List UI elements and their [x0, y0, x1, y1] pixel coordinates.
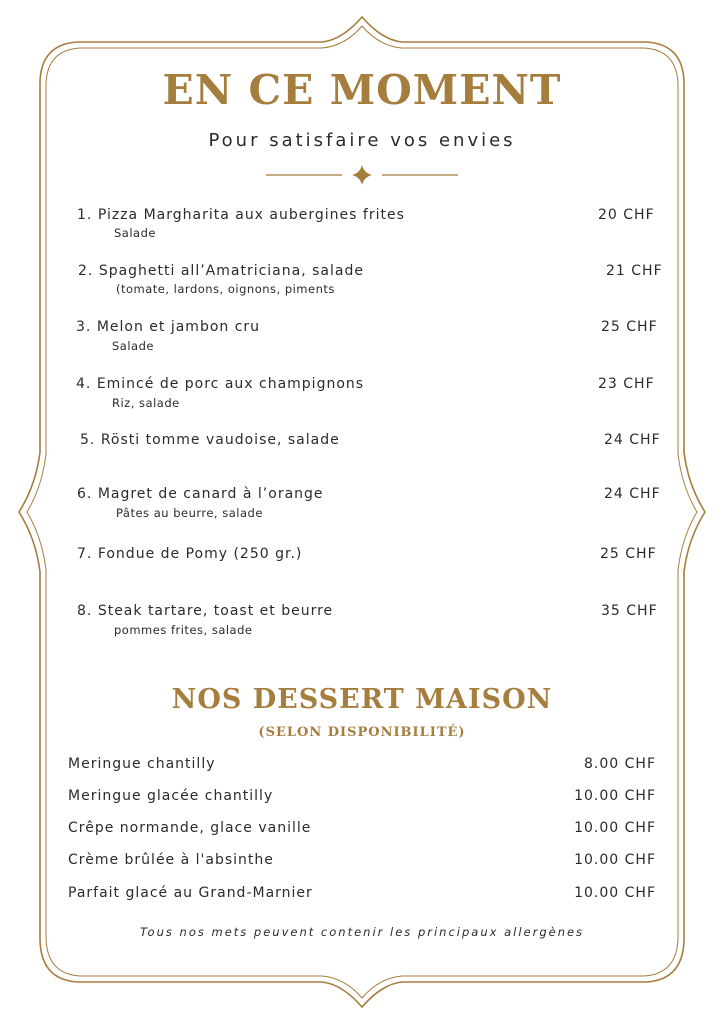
dessert-price: 10.00 CHF — [574, 788, 656, 804]
dessert-price: 10.00 CHF — [574, 852, 656, 868]
ornament-divider — [262, 163, 462, 187]
desserts-subheading: (SELON DISPONIBILITÉ) — [258, 725, 466, 740]
desserts-heading: NOS DESSERT MAISON — [171, 684, 553, 715]
menu-item-name: 4. Emincé de porc aux champignons — [76, 376, 365, 392]
menu-item-name: 3. Melon et jambon cru — [76, 319, 261, 335]
menu-item-name: 1. Pizza Margharita aux aubergines frites — [77, 207, 405, 223]
menu-item-price: 25 CHF — [600, 546, 657, 562]
dessert-name: Crème brûlée à l'absinthe — [68, 852, 274, 868]
menu-item-price: 24 CHF — [604, 432, 661, 448]
page-title: EN CE MOMENT — [162, 66, 562, 114]
dessert-name: Crêpe normande, glace vanille — [68, 820, 312, 836]
dessert-price: 10.00 CHF — [574, 885, 656, 901]
dessert-name: Parfait glacé au Grand-Marnier — [68, 885, 313, 901]
menu-item-description: Riz, salade — [112, 396, 180, 410]
dessert-name: Meringue glacée chantilly — [68, 788, 274, 804]
diamond-star-icon — [352, 165, 372, 185]
dessert-price: 8.00 CHF — [584, 756, 656, 772]
menu-item-price: 23 CHF — [598, 376, 655, 392]
menu-item-name: 5. Rösti tomme vaudoise, salade — [80, 432, 340, 448]
menu-item-price: 21 CHF — [606, 263, 663, 279]
dessert-name: Meringue chantilly — [68, 756, 216, 772]
menu-item-price: 25 CHF — [601, 319, 658, 335]
menu-item-name: 2. Spaghetti all’Amatriciana, salade — [78, 263, 364, 279]
menu-item-description: (tomate, lardons, oignons, piments — [116, 282, 335, 296]
menu-item-description: Pâtes au beurre, salade — [116, 506, 263, 520]
menu-item-name: 6. Magret de canard à l’orange — [77, 486, 324, 502]
menu-item-price: 35 CHF — [601, 603, 658, 619]
menu-item-price: 20 CHF — [598, 207, 655, 223]
menu-item-description: Salade — [112, 339, 154, 353]
page-subtitle: Pour satisfaire vos envies — [208, 130, 516, 151]
menu-item-price: 24 CHF — [604, 486, 661, 502]
menu-item-description: Salade — [114, 226, 156, 240]
menu-item-name: 8. Steak tartare, toast et beurre — [77, 603, 334, 619]
dessert-price: 10.00 CHF — [574, 820, 656, 836]
allergen-note: Tous nos mets peuvent contenir les principaux allergènes — [139, 925, 585, 939]
menu-item-name: 7. Fondue de Pomy (250 gr.) — [77, 546, 303, 562]
menu-item-description: pommes frites, salade — [114, 623, 253, 637]
